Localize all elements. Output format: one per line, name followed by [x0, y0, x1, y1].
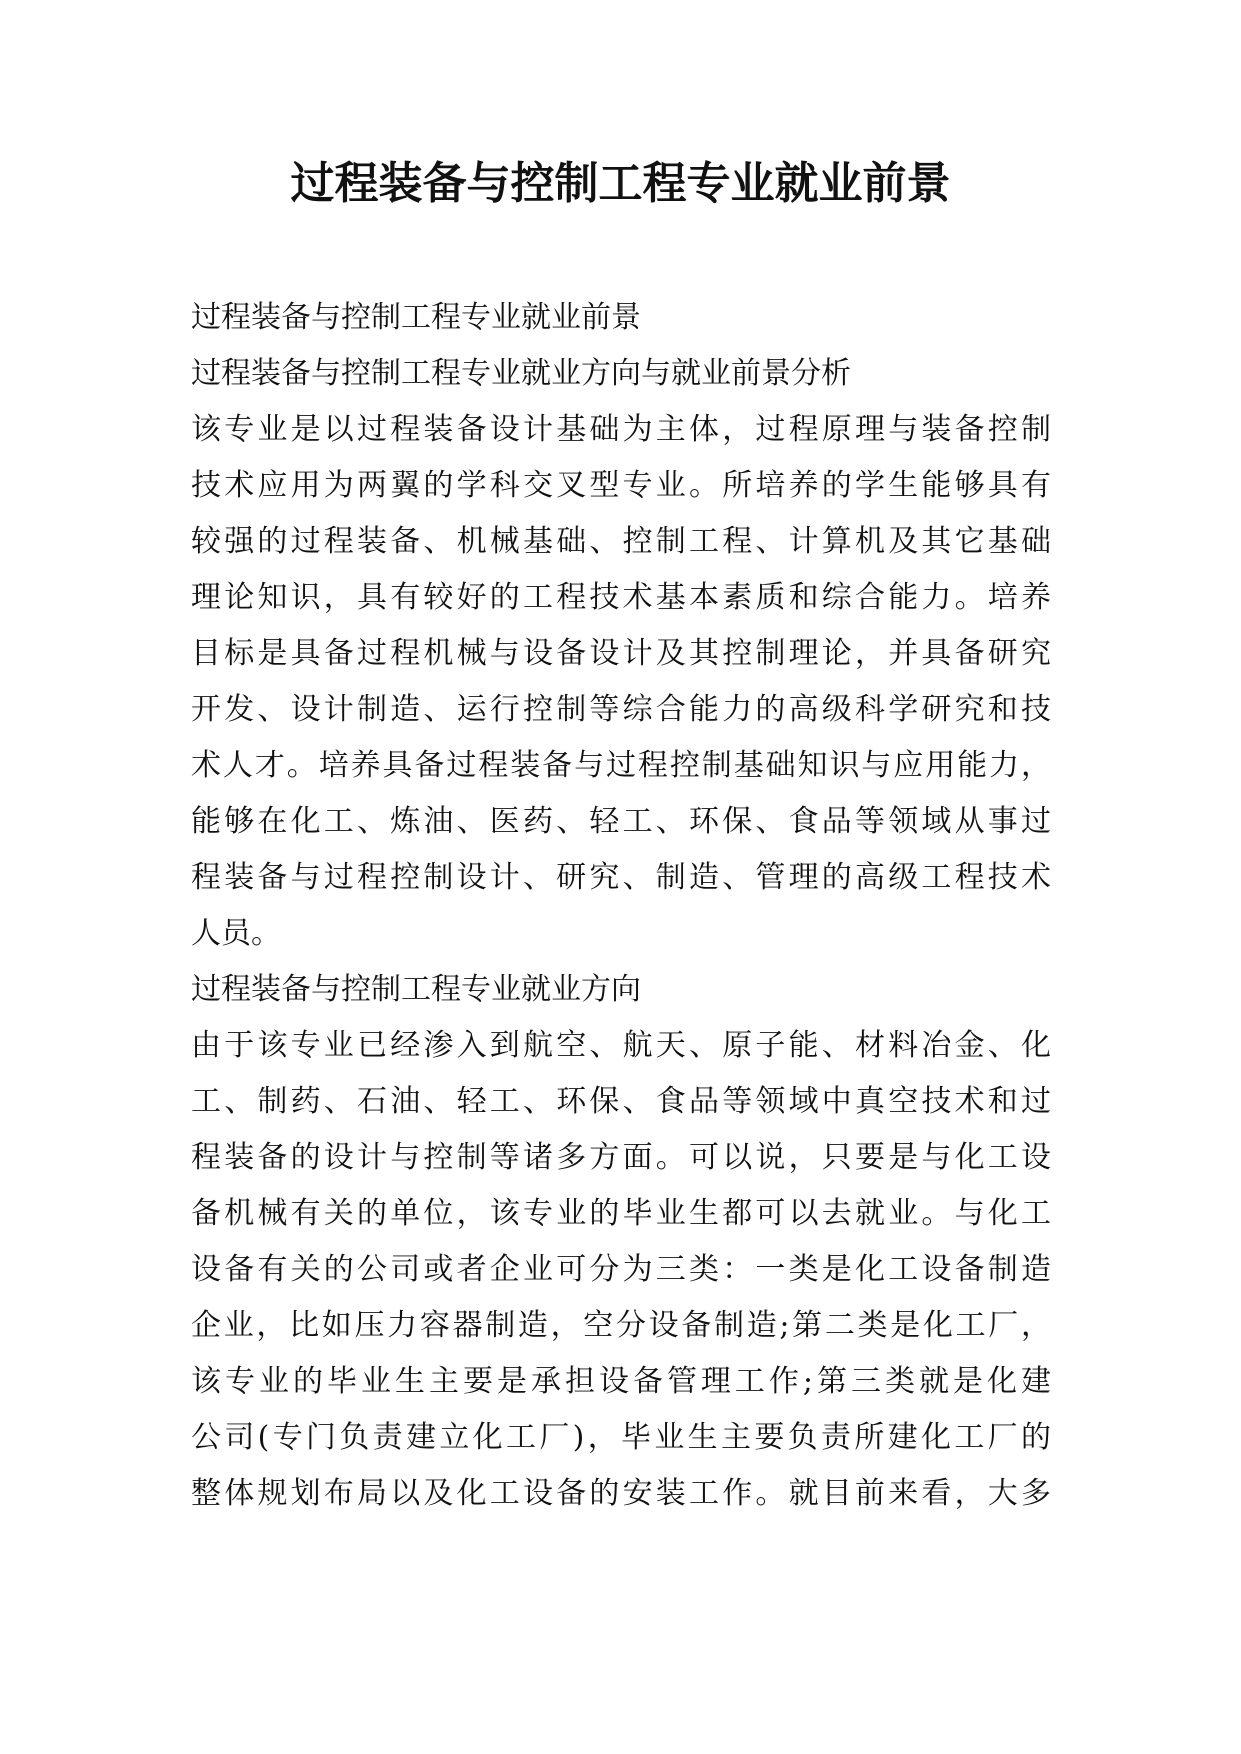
paragraph-line: 过程装备与控制工程专业就业方向: [191, 972, 641, 1007]
document-body: [191, 290, 1051, 1522]
paragraph-line: 企业，比如压力容器制造，空分设备制造;第二类是化工厂，: [191, 1308, 1051, 1343]
paragraph-line: 程装备的设计与控制等诸多方面。可以说，只要是与化工设: [191, 1140, 1051, 1175]
paragraph-line: 能够在化工、炼油、医药、轻工、环保、食品等领域从事过: [191, 804, 1051, 839]
paragraph-line: 术人才。培养具备过程装备与过程控制基础知识与应用能力，: [191, 748, 1051, 783]
paragraph-line: 整体规划布局以及化工设备的安装工作。就目前来看，大多: [191, 1476, 1051, 1511]
paragraph-line: 该专业是以过程装备设计基础为主体，过程原理与装备控制: [191, 412, 1051, 447]
document-title: 过程装备与控制工程专业就业前景: [290, 158, 951, 209]
paragraph-line: 该专业的毕业生主要是承担设备管理工作;第三类就是化建: [191, 1364, 1051, 1399]
paragraph-line: 设备有关的公司或者企业可分为三类：一类是化工设备制造: [191, 1252, 1051, 1287]
paragraph-line: 由于该专业已经渗入到航空、航天、原子能、材料冶金、化: [191, 1028, 1051, 1063]
paragraph-line: 技术应用为两翼的学科交叉型专业。所培养的学生能够具有: [191, 468, 1051, 503]
paragraph-line: 工、制药、石油、轻工、环保、食品等领域中真空技术和过: [191, 1084, 1051, 1119]
paragraph-line: 人员。: [191, 916, 281, 951]
paragraph-line: 理论知识，具有较好的工程技术基本素质和综合能力。培养: [191, 580, 1051, 615]
paragraph-line: 过程装备与控制工程专业就业前景: [191, 300, 641, 335]
paragraph-line: 公司(专门负责建立化工厂)，毕业生主要负责所建化工厂的: [191, 1420, 1051, 1455]
paragraph-line: 开发、设计制造、运行控制等综合能力的高级科学研究和技: [191, 692, 1051, 727]
paragraph-line: 目标是具备过程机械与设备设计及其控制理论，并具备研究: [191, 636, 1051, 671]
paragraph-line: 程装备与过程控制设计、研究、制造、管理的高级工程技术: [191, 860, 1051, 895]
paragraph-line: 过程装备与控制工程专业就业方向与就业前景分析: [191, 356, 851, 391]
paragraph-line: 较强的过程装备、机械基础、控制工程、计算机及其它基础: [191, 524, 1051, 559]
paragraph-line: 备机械有关的单位，该专业的毕业生都可以去就业。与化工: [191, 1196, 1051, 1231]
